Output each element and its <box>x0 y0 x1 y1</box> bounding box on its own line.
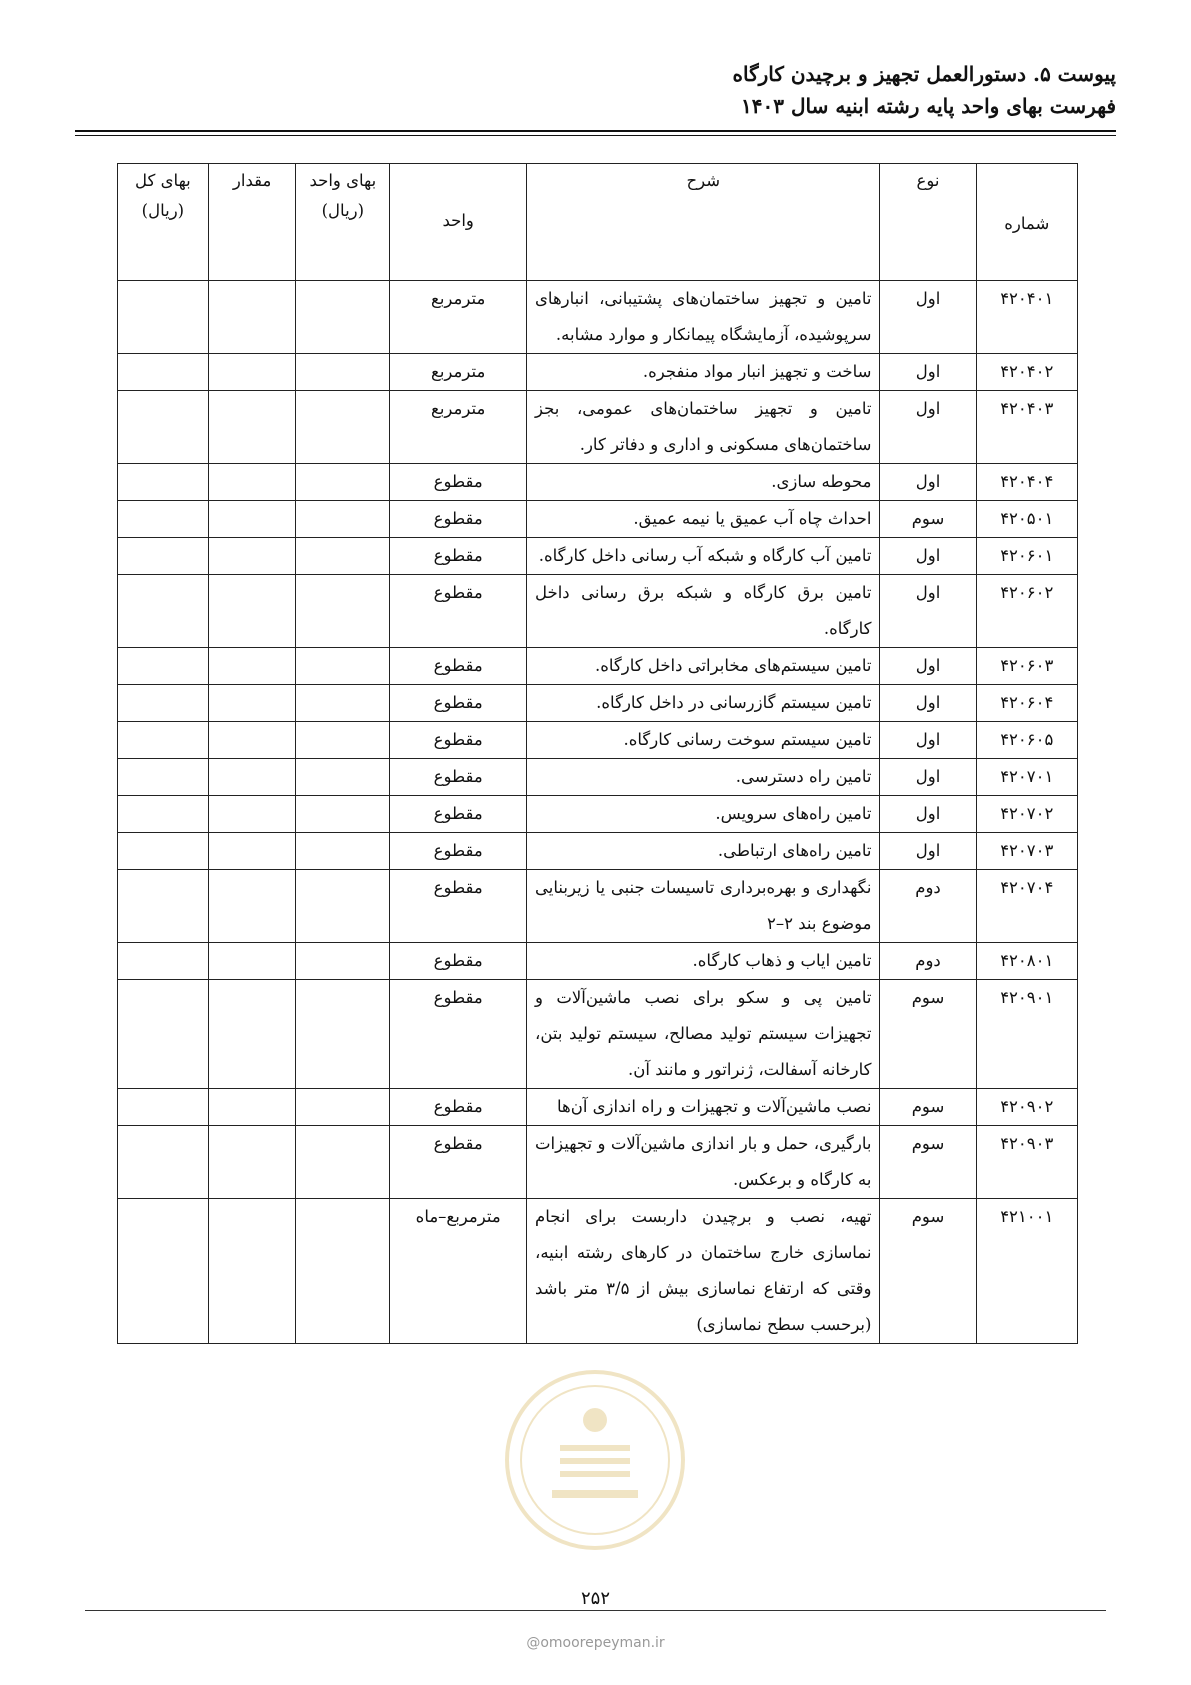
table-row <box>118 391 1078 464</box>
header-description: شرح <box>527 164 880 281</box>
item-description-cell: تامین سیستم گازرسانی در داخل کارگاه. <box>527 685 880 722</box>
header-type: نوع <box>880 164 976 281</box>
item-unit-cell: مقطوع <box>390 759 527 796</box>
item-code-cell: ۴۲۰۶۰۵ <box>976 722 1077 759</box>
item-code-cell: ۴۲۰۴۰۴ <box>976 464 1077 501</box>
quantity-cell <box>208 1126 296 1199</box>
quantity-cell <box>208 870 296 943</box>
quantity-cell <box>208 722 296 759</box>
total-price-cell <box>118 538 209 575</box>
total-price-cell <box>118 391 209 464</box>
item-unit-cell: مترمربع <box>390 354 527 391</box>
item-description-cell: نصب ماشین‌آلات و تجهیزات و راه اندازی آن‌ها <box>527 1089 880 1126</box>
unit-price-cell <box>296 796 390 833</box>
total-price-cell <box>118 1089 209 1126</box>
item-unit-cell: مقطوع <box>390 1089 527 1126</box>
item-description-cell: تامین و تجهیز ساختمان‌های عمومی، بجز ساختمان‌های مسکونی و اداری و دفاتر کار. <box>527 391 880 464</box>
unit-price-cell <box>296 833 390 870</box>
quantity-cell <box>208 943 296 980</box>
item-unit-cell: مترمربع–ماه <box>390 1199 527 1344</box>
item-unit-cell: مقطوع <box>390 464 527 501</box>
unit-price-cell <box>296 943 390 980</box>
item-unit-cell: مقطوع <box>390 722 527 759</box>
item-description-cell: تامین راه‌های ارتباطی. <box>527 833 880 870</box>
unit-price-cell <box>296 759 390 796</box>
item-type-cell: اول <box>880 538 976 575</box>
total-price-cell <box>118 870 209 943</box>
table-row <box>118 648 1078 685</box>
item-description-cell: بارگیری، حمل و بار اندازی ماشین‌آلات و تجهیزات به کارگاه و برعکس. <box>527 1126 880 1199</box>
total-price-cell <box>118 796 209 833</box>
item-type-cell: سوم <box>880 1089 976 1126</box>
item-type-cell: اول <box>880 354 976 391</box>
table-row <box>118 464 1078 501</box>
item-code-cell: ۴۲۰۴۰۱ <box>976 281 1077 354</box>
total-price-cell <box>118 759 209 796</box>
table-row <box>118 980 1078 1089</box>
total-price-cell <box>118 980 209 1089</box>
item-type-cell: اول <box>880 281 976 354</box>
unit-price-cell <box>296 648 390 685</box>
quantity-cell <box>208 833 296 870</box>
item-code-cell: ۴۲۰۹۰۲ <box>976 1089 1077 1126</box>
item-type-cell: اول <box>880 575 976 648</box>
unit-price-cell <box>296 980 390 1089</box>
item-type-cell: اول <box>880 391 976 464</box>
item-unit-cell: مقطوع <box>390 685 527 722</box>
table-row <box>118 1126 1078 1199</box>
table-row <box>118 281 1078 354</box>
table-row <box>118 354 1078 391</box>
table-row <box>118 685 1078 722</box>
unit-price-cell <box>296 391 390 464</box>
table-row <box>118 1089 1078 1126</box>
unit-price-cell <box>296 501 390 538</box>
table-row <box>118 1199 1078 1344</box>
unit-price-cell <box>296 464 390 501</box>
table-row <box>118 501 1078 538</box>
table-header-row <box>118 164 1078 281</box>
item-code-cell: ۴۲۱۰۰۱ <box>976 1199 1077 1344</box>
item-unit-cell: مقطوع <box>390 796 527 833</box>
item-type-cell: اول <box>880 464 976 501</box>
price-list-title: فهرست بهای واحد پایه رشته ابنیه سال ۱۴۰۳ <box>741 94 1116 118</box>
table-row <box>118 722 1078 759</box>
item-unit-cell: مقطوع <box>390 501 527 538</box>
total-price-cell <box>118 464 209 501</box>
item-type-cell: اول <box>880 833 976 870</box>
item-description-cell: احداث چاه آب عمیق یا نیمه عمیق. <box>527 501 880 538</box>
page-number: ۲۵۲ <box>580 1588 610 1609</box>
item-unit-cell: مقطوع <box>390 980 527 1089</box>
unit-price-cell <box>296 1199 390 1344</box>
quantity-cell <box>208 759 296 796</box>
header-unit: واحد <box>390 164 527 281</box>
item-description-cell: تهیه، نصب و برچیدن داربست برای انجام نماسازی خارج ساختمان در کارهای رشته ابنیه، وقتی که ارتفاع نماسازی بیش از ۳/۵ متر باشد (برحسب سطح نماسازی) <box>527 1199 880 1344</box>
item-code-cell: ۴۲۰۴۰۳ <box>976 391 1077 464</box>
header-quantity: مقدار <box>208 164 296 281</box>
quantity-cell <box>208 281 296 354</box>
total-price-cell <box>118 1126 209 1199</box>
item-type-cell: دوم <box>880 943 976 980</box>
quantity-cell <box>208 391 296 464</box>
table-row <box>118 833 1078 870</box>
total-price-cell <box>118 648 209 685</box>
header-rule-thin <box>75 135 1116 136</box>
total-price-cell <box>118 833 209 870</box>
item-unit-cell: مقطوع <box>390 538 527 575</box>
table-row <box>118 575 1078 648</box>
item-description-cell: تامین سیستم سوخت رسانی کارگاه. <box>527 722 880 759</box>
item-code-cell: ۴۲۰۸۰۱ <box>976 943 1077 980</box>
unit-price-cell <box>296 722 390 759</box>
item-unit-cell: مقطوع <box>390 1126 527 1199</box>
item-description-cell: ساخت و تجهیز انبار مواد منفجره. <box>527 354 880 391</box>
website-watermark: @omoorepeyman.ir <box>526 1635 665 1651</box>
item-unit-cell: مقطوع <box>390 648 527 685</box>
total-price-cell <box>118 722 209 759</box>
item-type-cell: اول <box>880 722 976 759</box>
item-type-cell: اول <box>880 685 976 722</box>
unit-price-cell <box>296 538 390 575</box>
item-description-cell: تامین و تجهیز ساختمان‌های پشتیبانی، انبارهای سرپوشیده، آزمایشگاه پیمانکار و موارد مشابه. <box>527 281 880 354</box>
table-row <box>118 796 1078 833</box>
item-code-cell: ۴۲۰۶۰۴ <box>976 685 1077 722</box>
header-rule-thick <box>75 130 1116 132</box>
unit-price-cell <box>296 685 390 722</box>
quantity-cell <box>208 648 296 685</box>
item-type-cell: سوم <box>880 980 976 1089</box>
item-description-cell: تامین راه دسترسی. <box>527 759 880 796</box>
item-code-cell: ۴۲۰۷۰۳ <box>976 833 1077 870</box>
table-row <box>118 870 1078 943</box>
quantity-cell <box>208 685 296 722</box>
table-row <box>118 943 1078 980</box>
unit-price-cell <box>296 354 390 391</box>
item-unit-cell: مقطوع <box>390 870 527 943</box>
table-row <box>118 759 1078 796</box>
quantity-cell <box>208 796 296 833</box>
item-code-cell: ۴۲۰۶۰۱ <box>976 538 1077 575</box>
item-description-cell: تامین برق کارگاه و شبکه برق رسانی داخل کارگاه. <box>527 575 880 648</box>
item-unit-cell: مقطوع <box>390 943 527 980</box>
appendix-title: پیوست ۵. دستورالعمل تجهیز و برچیدن کارگاه <box>732 62 1116 86</box>
quantity-cell <box>208 1199 296 1344</box>
item-code-cell: ۴۲۰۴۰۲ <box>976 354 1077 391</box>
unit-price-cell <box>296 575 390 648</box>
item-description-cell: محوطه سازی. <box>527 464 880 501</box>
item-type-cell: دوم <box>880 870 976 943</box>
item-unit-cell: مقطوع <box>390 575 527 648</box>
unit-price-cell <box>296 281 390 354</box>
item-description-cell: تامین راه‌های سرویس. <box>527 796 880 833</box>
total-price-cell <box>118 943 209 980</box>
table-row <box>118 538 1078 575</box>
item-description-cell: تامین ایاب و ذهاب کارگاه. <box>527 943 880 980</box>
item-type-cell: اول <box>880 759 976 796</box>
item-unit-cell: مترمربع <box>390 391 527 464</box>
item-code-cell: ۴۲۰۹۰۳ <box>976 1126 1077 1199</box>
quantity-cell <box>208 501 296 538</box>
total-price-cell <box>118 281 209 354</box>
document-header <box>66 58 1116 122</box>
item-type-cell: سوم <box>880 1126 976 1199</box>
quantity-cell <box>208 354 296 391</box>
item-type-cell: سوم <box>880 1199 976 1344</box>
quantity-cell <box>208 980 296 1089</box>
total-price-cell <box>118 354 209 391</box>
quantity-cell <box>208 575 296 648</box>
price-list-table <box>117 163 1078 1344</box>
item-code-cell: ۴۲۰۷۰۲ <box>976 796 1077 833</box>
item-type-cell: سوم <box>880 501 976 538</box>
unit-price-cell <box>296 870 390 943</box>
item-code-cell: ۴۲۰۶۰۳ <box>976 648 1077 685</box>
header-unit-price: بهای واحد (ریال) <box>296 164 390 281</box>
item-code-cell: ۴۲۰۷۰۴ <box>976 870 1077 943</box>
item-code-cell: ۴۲۰۹۰۱ <box>976 980 1077 1089</box>
total-price-cell <box>118 1199 209 1344</box>
item-type-cell: اول <box>880 796 976 833</box>
item-code-cell: ۴۲۰۵۰۱ <box>976 501 1077 538</box>
header-total-price: بهای کل (ریال) <box>118 164 209 281</box>
footer-rule <box>85 1610 1106 1611</box>
item-description-cell: تامین سیستم‌های مخابراتی داخل کارگاه. <box>527 648 880 685</box>
quantity-cell <box>208 464 296 501</box>
item-description-cell: تامین پی و سکو برای نصب ماشین‌آلات و تجهیزات سیستم تولید مصالح، سیستم تولید بتن، کارخانه آسفالت، ژنراتور و مانند آن. <box>527 980 880 1089</box>
header-code: شماره <box>976 164 1077 281</box>
item-description-cell: تامین آب کارگاه و شبکه آب رسانی داخل کارگاه. <box>527 538 880 575</box>
item-unit-cell: مترمربع <box>390 281 527 354</box>
quantity-cell <box>208 1089 296 1126</box>
item-code-cell: ۴۲۰۶۰۲ <box>976 575 1077 648</box>
item-description-cell: نگهداری و بهره‌برداری تاسیسات جنبی یا زیربنایی موضوع بند ۲–۲ <box>527 870 880 943</box>
item-unit-cell: مقطوع <box>390 833 527 870</box>
item-code-cell: ۴۲۰۷۰۱ <box>976 759 1077 796</box>
quantity-cell <box>208 538 296 575</box>
item-type-cell: اول <box>880 648 976 685</box>
unit-price-cell <box>296 1126 390 1199</box>
total-price-cell <box>118 685 209 722</box>
total-price-cell <box>118 575 209 648</box>
unit-price-cell <box>296 1089 390 1126</box>
total-price-cell <box>118 501 209 538</box>
